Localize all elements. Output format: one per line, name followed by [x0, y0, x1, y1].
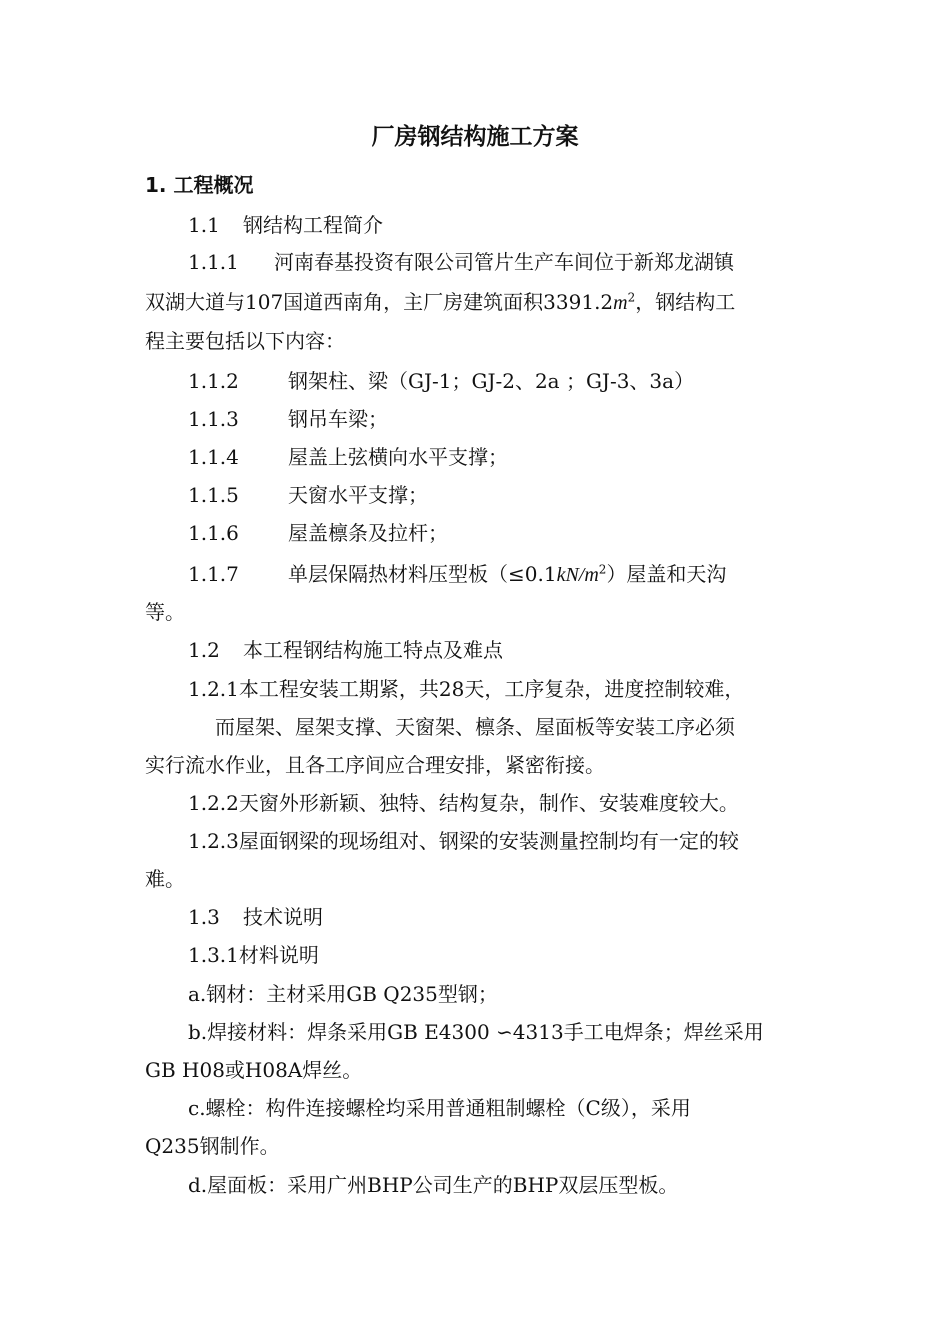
- document-title: 厂房钢结构施工方案: [371, 124, 579, 150]
- section-title: 技术说明: [243, 905, 323, 929]
- section-title: 钢结构工程简介: [243, 213, 383, 237]
- material-c-line-2: Q235钢制作。: [145, 1134, 280, 1158]
- section-1-3-heading: [188, 904, 858, 930]
- material-d: d.屋面板：采用广州BHP公司生产的BHP双层压型板。: [188, 1173, 679, 1197]
- superscript: 2: [598, 562, 607, 577]
- section-1-1-heading: [188, 212, 858, 238]
- unit-kn-per-m: kN/m: [556, 564, 599, 586]
- material-b-line-1: b.焊接材料：焊条采用GB E4300 ∽4313手工电焊条；焊丝采用: [188, 1020, 764, 1044]
- section-1-2-heading: [188, 637, 858, 663]
- paragraph-1-2-2: 1.2.2天窗外形新颖、独特、结构复杂，制作、安装难度较大。: [188, 791, 739, 815]
- item-1-1-6: [188, 520, 858, 546]
- paragraph-1-1-1-line-3: 程主要包括以下内容：: [145, 329, 345, 353]
- item-1-1-3: [188, 406, 858, 432]
- paragraph-1-2-1-line-3: 实行流水作业，且各工序间应合理安排，紧密衔接。: [145, 753, 605, 777]
- subsection-1-3-1: 1.3.1材料说明: [188, 943, 319, 967]
- paragraph-1-1-1-line-1: [188, 249, 858, 275]
- item-text: 屋盖檩条及拉杆；: [288, 521, 448, 545]
- item-text: 河南春基投资有限公司管片生产车间位于新郑龙湖镇: [274, 250, 734, 274]
- item-1-1-7-line-2: 等。: [145, 600, 185, 624]
- material-c-line-1: c.螺栓：构件连接螺栓均采用普通粗制螺栓（C级），采用: [188, 1096, 691, 1120]
- paragraph-1-2-3-line-1: 1.2.3屋面钢梁的现场组对、钢梁的安装测量控制均有一定的较: [188, 829, 739, 853]
- item-number: 1.1.5: [188, 483, 239, 507]
- section-number: 1.2: [188, 638, 220, 662]
- unit-m: m: [613, 292, 628, 314]
- section-number: 1.1: [188, 213, 220, 237]
- item-1-1-4: [188, 444, 858, 470]
- paragraph-1-2-3-line-2: 难。: [145, 867, 185, 891]
- paragraph-1-2-1-line-1: 1.2.1本工程安装工期紧，共28天，工序复杂，进度控制较难，: [188, 677, 745, 701]
- item-number: 1.1.4: [188, 445, 239, 469]
- material-b-line-2: GB H08或H08A焊丝。: [145, 1058, 363, 1082]
- item-1-1-7-line-1: [188, 561, 858, 588]
- text-segment: ，钢结构工: [635, 290, 736, 314]
- item-text: 屋盖上弦横向水平支撑；: [288, 445, 508, 469]
- item-1-1-2: [188, 368, 858, 394]
- text-segment: 单层保隔热材料压型板（≤0.1: [288, 562, 557, 586]
- item-1-1-5: [188, 482, 858, 508]
- paragraph-1-1-1-line-2: [145, 289, 815, 316]
- text-segment: ）屋盖和天沟: [606, 562, 727, 586]
- material-a: a.钢材：主材采用GB Q235型钢；: [188, 982, 498, 1006]
- item-number: 1.1.6: [188, 521, 239, 545]
- item-number: 1.1.3: [188, 407, 239, 431]
- section-1-heading: 1. 工程概况: [145, 173, 254, 197]
- section-title: 本工程钢结构施工特点及难点: [243, 638, 503, 662]
- item-number: 1.1.2: [188, 369, 239, 393]
- item-text: 钢架柱、梁（GJ-1；GJ-2、2a ；GJ-3、3a）: [288, 369, 695, 393]
- item-text: 钢吊车梁；: [288, 407, 388, 431]
- section-number: 1.3: [188, 905, 220, 929]
- paragraph-1-2-1-line-2: 而屋架、屋架支撑、天窗架、檩条、屋面板等安装工序必须: [215, 715, 735, 739]
- text-segment: 双湖大道与107国道西南角，主厂房建筑面积3391.2: [145, 290, 614, 314]
- item-number: 1.1.7: [188, 562, 239, 586]
- item-number: 1.1.1: [188, 250, 239, 274]
- superscript: 2: [627, 290, 636, 305]
- item-text: 天窗水平支撑；: [288, 483, 428, 507]
